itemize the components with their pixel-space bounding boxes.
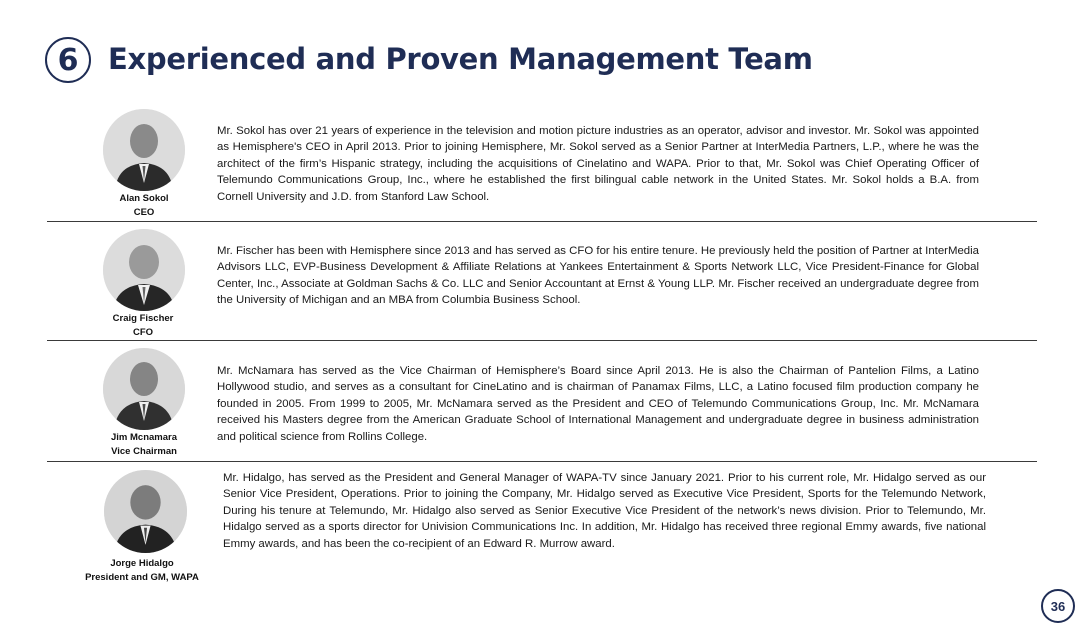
member-bio: Mr. McNamara has served as the Vice Chairman of Hemisphere’s Board since April 2013. He is also the Chairman of Pantelion Films, a Latino Hollywood studio, and serves as a consultant for CineLatino and is chairman of Panamax Films, LLC, a Latino focused film production company he founded in 2005. From 1999 to 2005, Mr. McNamara served as the President and CEO of Telemundo Communications Group, Inc. Mr. McNamara received his Masters degree from the American Graduate School of International Management and undergraduate degree in business administration and political science from Rollins College. <box>217 365 979 443</box>
member-role: Vice Chairman <box>111 446 177 457</box>
person-silhouette-icon <box>103 348 185 430</box>
member-bio: Mr. Hidalgo, has served as the President and General Manager of WAPA-TV since January 2021. Prior to his current role, Mr. Hidalgo served as our Senior Vice President, Operations. Prior to joining the Company, Mr. Hidalgo served as Executive Vice President, Sports for the Telemundo Network, During his tenure at Telemundo, Mr. Hidalgo also served as Senior Executive Vice President of the network’s news division. Prior to Telemundo, Mr. Hidalgo served as a sports director for Univision Communications Inc. In addition, Mr. Hidalgo has received three regional Emmy awards, five national Emmy awards, and has been the co-recipient of an Edward R. Murrow award. <box>223 472 986 550</box>
member-role: CEO <box>133 207 155 218</box>
divider <box>47 221 1037 222</box>
divider <box>47 340 1037 341</box>
member-name: Jim Mcnamara <box>110 432 177 443</box>
divider <box>47 461 1037 462</box>
member-bio: Mr. Fischer has been with Hemisphere since 2013 and has served as CFO for his entire tenure. He previously held the position of Partner at InterMedia Advisors LLC, EVP-Business Development & Affiliate Relations at Yankees Entertainment & Sports Network LLC, Vice President-Finance for Global Center, Inc., Associate at Goldman Sachs & Co. LLC and Senior Accountant at Ernst & Young LLP. Mr. Fischer received an undergraduate degree from the University of Michigan and an MBA from Columbia Business School. <box>217 245 979 307</box>
member-name: Jorge Hidalgo <box>110 558 174 569</box>
member-bio: Mr. Sokol has over 21 years of experience in the television and motion picture industries as an operator, advisor and investor. Mr. Sokol was appointed as Hemisphere's CEO in April 2013. Prior to joining Hemisphere, Mr. Sokol served as a Senior Partner at InterMedia Partners, L.P., where he was the architect of the firm’s Hispanic strategy, including the acquisitions of Cinelatino and WAPA. Prior to that, Mr. Sokol was Chief Operating Officer of Telemundo Communications Group, Inc., where he established the first bilingual cable network in the United States. Mr. Sokol holds a B.A. from Cornell University and J.D. from Stanford Law School. <box>217 125 979 203</box>
person-silhouette-icon <box>104 470 187 553</box>
portrait-photo <box>103 229 185 311</box>
member-name: Craig Fischer <box>112 313 174 324</box>
member-role: President and GM, WAPA <box>85 572 199 583</box>
person-silhouette-icon <box>103 109 185 191</box>
page-number: 36 <box>1050 598 1066 614</box>
page-title: Experienced and Proven Management Team <box>108 42 813 76</box>
member-role: CFO <box>132 327 154 338</box>
member-name: Alan Sokol <box>119 193 169 204</box>
portrait-photo <box>104 470 187 553</box>
section-number: 6 <box>57 42 79 78</box>
page-number-badge <box>1041 589 1075 623</box>
person-silhouette-icon <box>103 229 185 311</box>
portrait-photo <box>103 348 185 430</box>
portrait-photo <box>103 109 185 191</box>
section-number-badge <box>45 37 91 83</box>
